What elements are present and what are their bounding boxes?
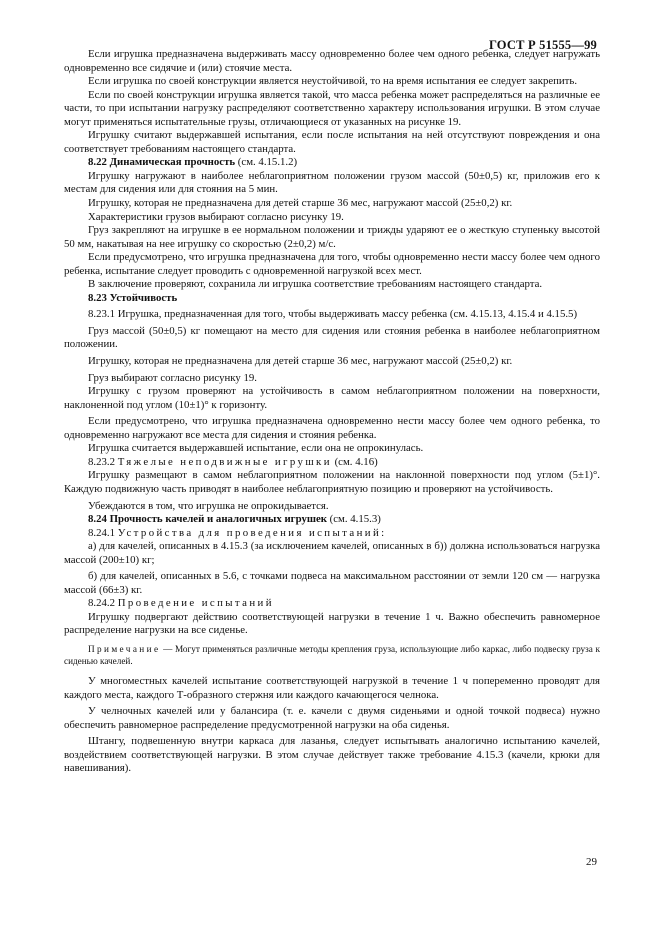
paragraph: Груз массой (50±0,5) кг помещают на место для сидения или стояния ребенка в наиболее неблагоприятном положении. (64, 324, 600, 351)
paragraph: а) для качелей, описанных в 4.15.3 (за исключением качелей, описанных в б)) должна использоваться нагрузка массой (200±10) кг; (64, 540, 600, 566)
paragraph: Игрушку, которая не предназначена для детей старше 36 мес, нагружают массой (25±0,2) кг. (88, 355, 513, 368)
paragraph: У челночных качелей или у балансира (т. е. качели с двумя сиденьями и одной точкой подвеса) нужно обеспечить равномерное распределение предусмотренной нагрузки на оба сиденья. (64, 705, 600, 731)
page-number: 29 (586, 856, 597, 868)
section-title: 8.23 Устойчивость (88, 291, 178, 304)
note (64, 643, 600, 667)
paragraph: Штангу, подвешенную внутри каркаса для лазанья, следует испытывать аналогично испытанию качелей, воздействием соответствующей нагрузки. В этом случае действует также требование 4.15.3 (качели, крюки для навешивания). (64, 735, 600, 775)
paragraph: Игрушку подвергают действию соответствующей нагрузки в течение 1 ч. Важно обеспечить равномерное распределение нагрузки на все сиденье. (64, 610, 600, 637)
paragraph: Игрушку с грузом проверяют на устойчивость в самом неблагоприятном положении на поверхности, наклоненной под углом (10±1)° к горизонту. (64, 385, 600, 411)
paragraph: Если предусмотрено, что игрушка предназначена одновременно нести массу более чем одного ребенка, то одновременно нагружают все места для сидения и стояния ребенка. (64, 415, 600, 441)
paragraph: Если предусмотрено, что игрушка предназначена для того, чтобы одновременно нести массу более чем одного ребенка, испытание следует проводить с одновременной нагрузкой всех мест. (64, 251, 600, 277)
paragraph: Игрушка считается выдержавшей испытание, если она не опрокинулась. (88, 442, 424, 455)
page-header-title: ГОСТ Р 51555—99 (488, 38, 597, 52)
paragraph: Груз закрепляют на игрушке в ее нормальном положении и трижды ударяют ее о жесткую ступеньку высотой 50 мм, накатывая на нее игрушку со скоростью (2±0,2) м/с. (64, 224, 600, 250)
paragraph: Груз выбирают согласно рисунку 19. (88, 371, 257, 384)
section-heading-8-24 (64, 513, 600, 527)
section-title: 8.22 Динамическая прочность (88, 156, 236, 169)
page-content (64, 48, 600, 776)
subsection-heading-8-24-2: 8.24.2 Проведение испытаний (88, 597, 274, 610)
paragraph: Характеристики грузов выбирают согласно рисунку 19. (88, 210, 344, 223)
paragraph: 8.23.1 Игрушка, предназначенная для того, чтобы выдерживать массу ребенка (см. 4.15.13, 4.15.4 и 4.15.5) (88, 308, 578, 321)
paragraph: б) для качелей, описанных в 5.6, с точками подвеса на максимальном расстоянии от земли 120 см — нагрузка массой (66±3) кг. (64, 570, 600, 596)
section-heading-8-22 (64, 156, 600, 170)
subsection-heading-8-24-1: 8.24.1 Устройства для проведения испытаний: (88, 526, 387, 539)
paragraph: Если игрушка по своей конструкции является неустойчивой, то на время испытания ее следует закрепить. (88, 75, 578, 88)
paragraph: В заключение проверяют, сохранила ли игрушка соответствие требованиям настоящего стандарта. (88, 278, 543, 291)
note-label: Примечание (88, 643, 161, 654)
section-heading-8-23 (64, 292, 600, 306)
section-reference: (см. 4.15.3) (326, 513, 381, 526)
spaced-title: Тяжелые неподвижные игрушки (117, 455, 332, 468)
subsection-heading-8-23-2: 8.23.2 Тяжелые неподвижные игрушки (см. 4.16) (88, 455, 378, 468)
section-reference: (см. 4.15.1.2) (235, 156, 298, 169)
paragraph: Игрушку считают выдержавшей испытания, если после испытания на ней отсутствуют повреждения и она соответствует требованиям настоящего стандарта. (64, 129, 600, 155)
spaced-title: Проведение испытаний (117, 597, 274, 610)
paragraph: Если игрушка предназначена выдерживать массу одновременно более чем одного ребенка, следует нагружать одновременно все сидячие и (или) стоячие места. (64, 48, 600, 74)
section-title: 8.24 Прочность качелей и аналогичных игрушек (88, 513, 327, 526)
paragraph: Игрушку, которая не предназначена для детей старше 36 мес, нагружают массой (25±0,2) кг. (88, 197, 513, 210)
paragraph: Игрушку нагружают в наиболее неблагоприятном положении грузом массой (50±0,5) кг, приложив его к местам для сидения или для стояния на 5 мин. (64, 169, 600, 196)
note-text: — Могут применяться различные методы крепления груза, использующие либо каркас, либо подвеску груза к сиденью качелей. (64, 643, 600, 666)
paragraph: У многоместных качелей испытание соответствующей нагрузкой в течение 1 ч попеременно проводят для каждого места, каждого Т-образного стержня или каждого качающегося челнока. (64, 674, 600, 701)
paragraph: Игрушку размещают в самом неблагоприятном положении на наклонной поверхности под углом (5±1)°. Каждую подвижную часть приводят в наиболее неблагоприятную позицию и проверяют на устойчивость. (64, 469, 600, 495)
spaced-title: Устройства для проведения испытаний: (117, 526, 387, 539)
paragraph: Убеждаются в том, что игрушка не опрокидывается. (88, 499, 329, 512)
paragraph: Если по своей конструкции игрушка является такой, что масса ребенка может распределяться на различные ее части, то при испытании нагрузку распределяют соответственно характеру использования игрушки. В этом случае могут применяться испытательные грузы, отличающиеся от указанных на рисунке 19. (64, 88, 600, 128)
